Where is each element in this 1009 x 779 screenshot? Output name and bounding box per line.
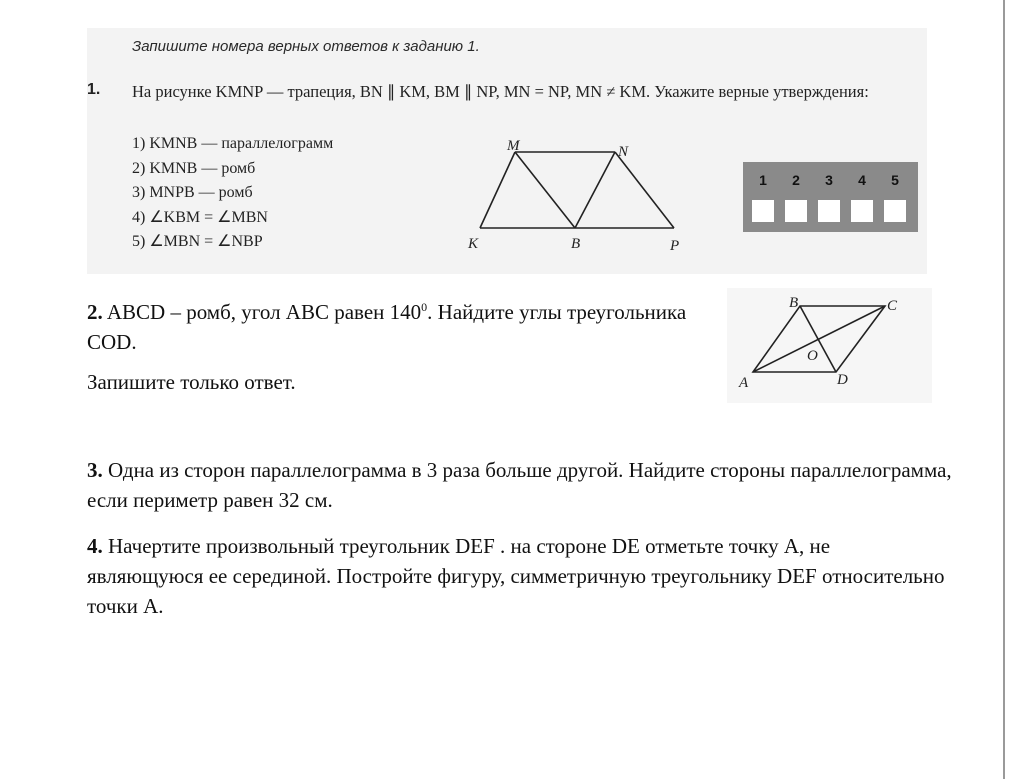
option-4: 4) ∠KBM = ∠MBN [132,208,268,226]
scanned-task-1 [87,28,927,274]
option-2: 2) KMNB — ромб [132,159,256,177]
trapezoid-figure [462,138,702,273]
segment-bn [575,152,615,228]
answer-label-5: 5 [891,172,899,188]
scan-header: Запишите номера верных ответов к заданию 1. [132,38,480,55]
task-1-options [132,132,333,255]
answer-grid [743,162,918,232]
answer-label-3: 3 [825,172,833,188]
task-2-text-a: ABCD – ромб, угол ABC равен 140 [106,300,422,324]
answer-box-4[interactable] [851,200,873,222]
diagonal-ac [753,306,885,372]
task-2-note: Запишите только ответ. [87,370,296,394]
task-3-body: Одна из сторон параллелограмма в 3 раза больше другой. Найдите стороны параллелограмма, если периметр равен 32 см. [87,458,952,512]
task-2-text [87,292,687,357]
task-3-text [87,455,967,515]
answer-box-2[interactable] [785,200,807,222]
label-b: B [571,236,581,252]
answer-box-1[interactable] [752,200,774,222]
task-2-text-b: . Найдите углы треугольника COD. [87,300,687,354]
option-3: 3) MNPB — ромб [132,184,253,201]
segment-mb [515,152,575,228]
diagonal-bd [800,306,836,372]
page-edge-line [1003,0,1005,779]
label-b: B [789,295,799,311]
task-4-number: 4. [87,534,103,558]
side-km [480,152,515,228]
side-np [615,152,674,228]
label-n: N [618,144,629,160]
answer-label-1: 1 [759,172,767,188]
label-p: P [670,238,680,254]
option-1: 1) KMNB — параллелограмм [132,135,334,152]
task-4-text [87,531,947,621]
option-5: 5) ∠MBN = ∠NBP [132,233,263,250]
label-o: O [807,348,818,364]
degree-mark: 0 [421,300,428,314]
answer-label-2: 2 [792,172,800,188]
label-c: C [887,298,898,314]
task-3-number: 3. [87,458,103,482]
label-a: A [739,375,749,391]
task-1-text: На рисунке KMNP — трапеция, BN ∥ KM, BM ∥ NP, MN = NP, MN ≠ KM. Укажите верные утверждения: [132,82,869,101]
answer-label-4: 4 [858,172,866,188]
answer-box-3[interactable] [818,200,840,222]
task-4-body: Начертите произвольный треугольник DEF . на стороне DE отметьте точку А, не являющуюся ее серединой. Постройте фигуру, симметричную треугольнику DEF относительно точки А. [87,534,945,618]
label-d: D [837,372,848,388]
rhombus-figure [727,288,932,403]
answer-box-5[interactable] [884,200,906,222]
label-k: K [468,236,479,252]
task-1-number: 1. [87,81,101,98]
label-m: M [507,138,520,154]
task-2-number: 2. [87,300,103,324]
